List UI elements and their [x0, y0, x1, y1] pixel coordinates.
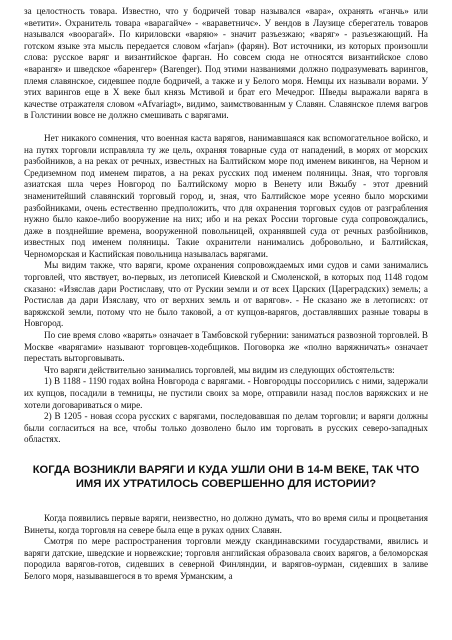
paragraph: Нет никакого сомнения, что военная каста варягов, нанимавшаяся как вспомогательное войско, и на путях торговли исправляла ту же цель, охраняя товарные суда от нападений, в морях от морских разбойников, а на реках от речных, известных на Балтийском море под именем викингов, на Черном и Средиземном под именем пиратов, а на реках русских под именем поляницы. Зная, что торговля азиатская шла через Новгород по Балтийскому морю в Венету или Вжыбу - этот древний знаменитейший славянский торговый город, и, зная, что Балтийское море усеяно было морскими разбойниками, очень естественно предположить, что для охранения торговых судов от разграбления нужно было какое-либо вооружение на них; ибо и на реках России торговые суда сопровождались, даже в позднейшие времена, вооруженной повольницей, охранявшей суда от речных разбойников, известных под именем поляницы. Такие охранители нанимались добровольно, и Балтийская, Черноморская и Каспийская повольница называлась варягами. [24, 132, 428, 259]
paragraph-gap [24, 122, 428, 133]
section-heading: КОГДА ВОЗНИКЛИ ВАРЯГИ И КУДА УШЛИ ОНИ В 14-М ВЕКЕ, ТАК ЧТО ИМЯ ИХ УТРАТИЛОСЬ СОВЕРШЕННО ДЛЯ ИСТОРИИ? [32, 463, 420, 491]
list-item: 1) В 1188 - 1190 годах война Новгорода с варягами. - Новгородцы поссорились с ними, задержали их купцов, посадили в темницы, не пустили своих за море, отправили назад послов варяжских и не хотели договариваться о мире. [24, 376, 428, 410]
paragraph: По сие время слово «варять» означает в Тамбовской губернии: заниматься развозной торговлей. В Москве «варягами» называют торговцев-ходебщиков. Поговорка же «полно варяжничать» означает перестать выторговывать. [24, 330, 428, 364]
list-item: 2) В 1205 - новая ссора русских с варягами, последовавшая по делам торговли; и варяги должны были согласиться на все, чтобы только дозволено было им торговать в русских северо-западных областях. [24, 411, 428, 445]
paragraph: Мы видим также, что варяги, кроме охранения сопровождаемых ими судов и сами занимались торговлей, что явствует, во-первых, из летописей Киевской и Смоленской, в которых под 1148 годом сказано: «Изяслав дари Ростиславу, что от Рускии земли и от всех Царских (Цареградских) земель; а Ростислав да дари Изяславу, что от верхних земль и от варягов». - Не сказано же в летописях: от варяжской земли, потому что не было таковой, а от купцов-варягов, доставлявших разные товары в Новгород. [24, 260, 428, 329]
paragraph: Когда появились первые варяги, неизвестно, но должно думать, что во время силы и процветания Винеты, когда торговля на севере была еще в руках одних Славян. [24, 512, 428, 535]
paragraph: Смотря по мере распространения торговли между скандинавскими государствами, явились и варяги датские, шведские и норвежские; торговля английская образовала своих варягов, а беломорская породила варягов-готов, сидевших в северной Финляндии, и варягов-оурман, сидевших в заливе Белого моря, называвшегося в то время Урманским, а [24, 536, 428, 581]
paragraph: за целостность товара. Известно, что у бодричей товар назывался «вара», охранять «ганчь» или «ветити». Охранитель товара «варагайче» - «вараветничє». У вендов в Лаузице сберегатель товаров назывался «воорагай». По кириловски «варяю» - значит разъезжаю; «варяг» - разъезжающий. На готском языке эта мысль передается словом «farjan» (фарян). Вот источники, из которых произошли слова: русское варяг и византийское фарган. Но совсем сюда не относятся византийское слово «варангя» и шведское «баренгер» (Barenger). Под этими названиями должно подразумевать варингов, племя славянское, сидевшее подле бодричей, а также и у Белого моря. Немцы их называли ворами. У этих варингов еще в X веке был князь Мстивой и брат его Мечедрог. Шведы выражали варяга в качестве отражателя словом «Afvariagt», видимо, заимствованным у Славян. Славянское племя вагров в Голстинии вовсе не должно смешивать с варягами. [24, 6, 428, 121]
paragraph: Что варяги действительно занимались торговлей, мы видим из следующих обстоятельств: [44, 364, 395, 375]
